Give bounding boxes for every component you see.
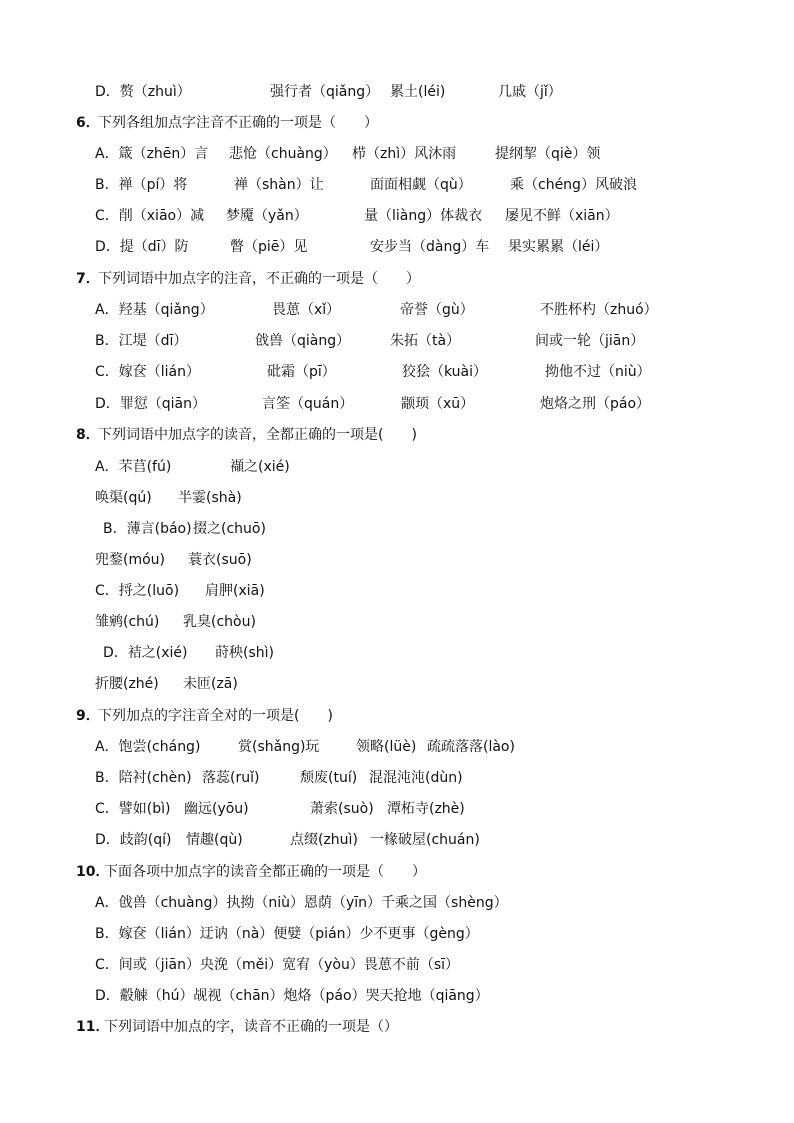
option-term: 戗兽（qiàng） xyxy=(255,333,351,349)
option-term: 禅（shàn）让 xyxy=(234,177,324,193)
option-term: 肩胛(xiā) xyxy=(205,583,265,599)
option-item: B．江堤（dī） xyxy=(95,333,188,349)
option-item: 唤渠(qú) xyxy=(95,490,152,506)
option-term: 乘（chéng）风破浪 xyxy=(510,177,637,193)
option-item: A．芣苢(fú) xyxy=(95,459,172,475)
option-term: 炮烙之刑（páo） xyxy=(540,396,651,412)
option-term: 言筌（quán） xyxy=(262,396,354,412)
option-term: 栉（zhì）风沐雨 xyxy=(352,146,457,162)
option-item: C．削（xiāo）减 xyxy=(95,208,205,224)
option-term: 乳臭(chòu) xyxy=(183,614,256,630)
question-text: 下列词语中加点的字，读音不正确的一项是（） xyxy=(104,1019,398,1035)
option-item: D．提（dī）防 xyxy=(95,239,189,255)
option-item: 兜鍪(móu) xyxy=(95,552,165,568)
option-item: D．歧韵(qí) xyxy=(95,832,172,848)
option-term: 颓废(tuí) xyxy=(300,770,358,786)
option-term: 莳秧(shì) xyxy=(215,645,274,661)
option-term: 半霎(shà) xyxy=(178,490,242,506)
option-term: 间或一轮（jiān） xyxy=(535,333,645,349)
question-text: 下列词语中加点字的读音，全都正确的一项是( ) xyxy=(98,427,417,443)
option-item: B．陪衬(chèn) xyxy=(95,770,192,786)
option-term: 砒霜（pī） xyxy=(267,364,336,380)
option-term: 颛顼（xū） xyxy=(401,396,475,412)
option-term: 潭柘寺(zhè) xyxy=(387,801,465,817)
option-term: 不胜杯杓（zhuó） xyxy=(540,302,658,318)
option-item: 雏鹓(chú) xyxy=(95,614,160,630)
option-item: D．袺之(xié) xyxy=(103,645,188,661)
question-number: 8． xyxy=(76,427,100,443)
option-term: 狡狯（kuài） xyxy=(402,364,488,380)
option-term: 果实累累（léi） xyxy=(508,239,609,255)
option-term: 梦魇（yǎn） xyxy=(226,208,308,224)
question-number: 6． xyxy=(76,115,100,131)
option-term: 屡见不鲜（xiān） xyxy=(505,208,619,224)
option-item: D．觳觫（hú）觇视（chān）炮烙（páo）哭天抢地（qiāng） xyxy=(95,988,489,1004)
question-number: 10． xyxy=(76,864,110,880)
question-number: 9． xyxy=(76,708,100,724)
question-text: 下面各项中加点字的读音全都正确的一项是（ ） xyxy=(104,864,426,880)
option-term: 幽远(yōu) xyxy=(184,801,249,817)
option-item: A．饱尝(cháng) xyxy=(95,739,201,755)
option-term: 萧索(suò) xyxy=(310,801,374,817)
option-term: 悲怆（chuàng） xyxy=(229,146,337,162)
option-item: A．戗兽（chuàng）执拗（niù）恩荫（yīn）千乘之国（shèng） xyxy=(95,895,508,911)
question-number: 7． xyxy=(76,271,100,287)
option-item: B．薄言(báo) xyxy=(103,521,192,537)
option-term: 强行者（qiǎng） xyxy=(270,84,380,100)
option-item: 折腰(zhé) xyxy=(95,676,159,692)
option-item: D．罪愆（qiān） xyxy=(95,396,207,412)
option-item: C．间或（jiān）央浼（měi）宽宥（yòu）畏葸不前（sī） xyxy=(95,957,460,973)
option-term: 未匝(zā) xyxy=(183,676,238,692)
option-term: 疏疏落落(lào) xyxy=(427,739,515,755)
option-term: 朱拓（tà） xyxy=(390,333,461,349)
option-term: 混混沌沌(dùn) xyxy=(369,770,463,786)
option-item: D．赘（zhuì） xyxy=(95,84,191,100)
option-term: 畏葸（xǐ） xyxy=(272,302,341,318)
option-term: 情趣(qù) xyxy=(186,832,243,848)
option-term: 一椽破屋(chuán) xyxy=(370,832,480,848)
question-text: 下列加点的字注音全对的一项是( ) xyxy=(98,708,333,724)
option-item: B．禅（pí）将 xyxy=(95,177,188,193)
question-text: 下列各组加点字注音不正确的一项是（ ） xyxy=(98,115,378,131)
option-term: 落蕊(ruǐ) xyxy=(202,770,260,786)
option-term: 几戚（jǐ） xyxy=(498,84,562,100)
option-term: 襭之(xié) xyxy=(230,459,290,475)
option-item: A．箴（zhēn）言 xyxy=(95,146,209,162)
option-term: 瞥（piē）见 xyxy=(230,239,308,255)
option-term: 累土(léi) xyxy=(390,84,446,100)
option-term: 蓑衣(suō) xyxy=(188,552,252,568)
option-term: 面面相觑（qù） xyxy=(370,177,472,193)
option-term: 安步当（dàng）车 xyxy=(370,239,490,255)
question-number: 11． xyxy=(76,1019,110,1035)
option-item: C．譬如(bì) xyxy=(95,801,171,817)
option-item: C．捋之(luō) xyxy=(95,583,180,599)
option-term: 点缀(zhuì) xyxy=(290,832,358,848)
option-term: 量（liàng）体裁衣 xyxy=(364,208,483,224)
option-item: C．嫁奁（lián） xyxy=(95,364,201,380)
option-term: 掇之(chuō) xyxy=(193,521,266,537)
option-term: 帝誉（gù） xyxy=(400,302,474,318)
option-term: 提纲挈（qiè）领 xyxy=(495,146,601,162)
option-item: A．羟基（qiǎng） xyxy=(95,302,214,318)
option-item: B．嫁奁（lián）迂讷（nà）便嬖（pián）少不更事（gèng） xyxy=(95,926,479,942)
option-term: 拗他不过（niù） xyxy=(545,364,651,380)
option-term: 领略(lüè) xyxy=(356,739,417,755)
question-text: 下列词语中加点字的注音，不正确的一项是（ ） xyxy=(98,271,420,287)
option-term: 赏(shǎng)玩 xyxy=(238,739,320,755)
